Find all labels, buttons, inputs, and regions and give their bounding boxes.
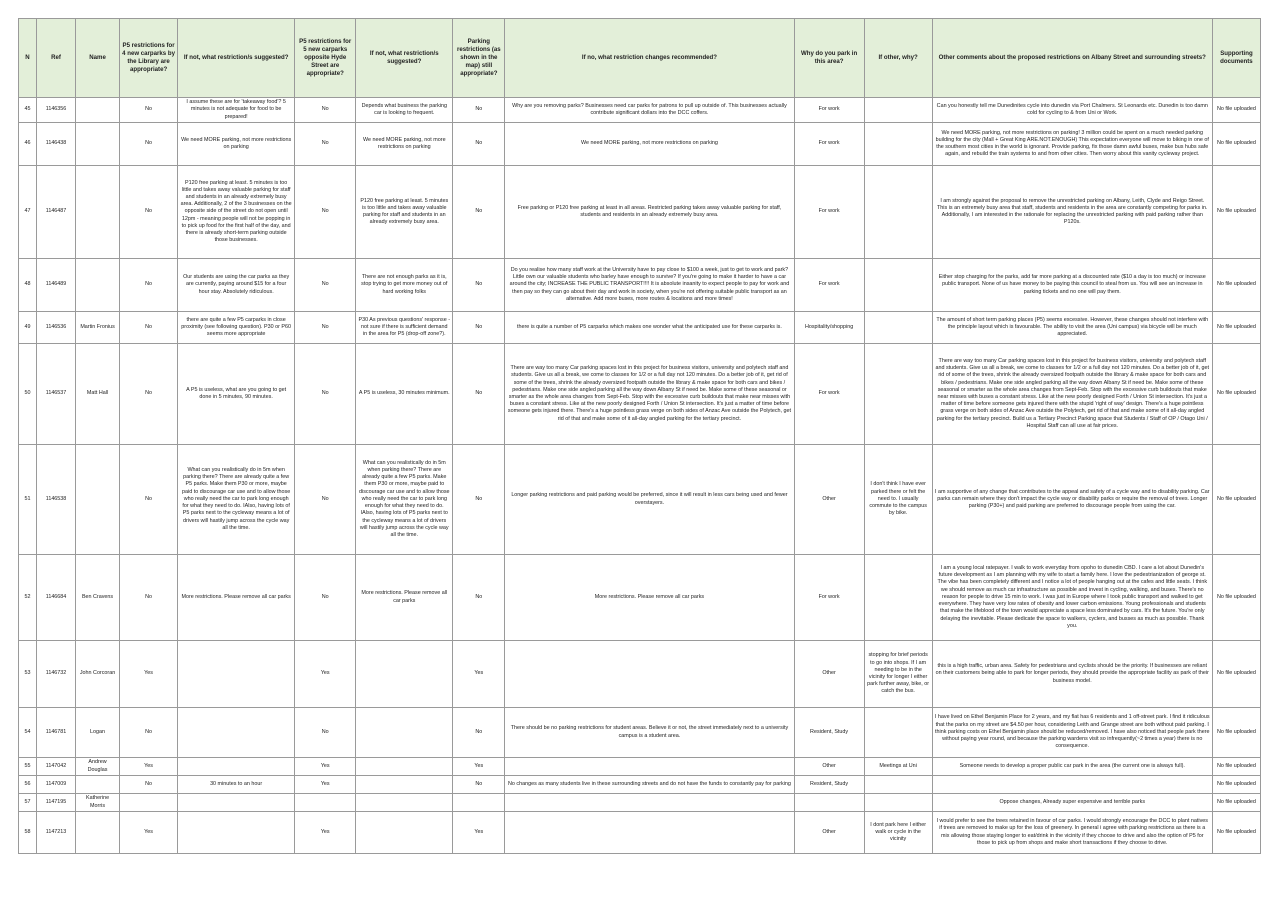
cell-lib-sug: What can you realistically do in 5m when parking there? There are already quite a few P5 parks. Make them P30 or more, maybe paid to discourage car use and to allow those who really need the car to park long enough for what they need to do. IAlso, having lots of P5 parks next to the cycleway means a lot of drivers will hastily jump across the cycle way all the time. [178,445,295,555]
cell-ref: 1147009 [37,776,76,794]
column-header: If not, what restriction/s suggested? [178,19,295,98]
cell-changes: We need MORE parking, not more restrictions on parking [505,123,794,166]
cell-lib-sug: A P5 is useless, what are you going to get done in 5 minutes, 90 minutes. [178,344,295,445]
cell-ref: 1146684 [37,555,76,641]
cell-lib-sug: We need MORE parking, not more restrictions on parking [178,123,295,166]
cell-hyde-sug: There are not enough parks as it is, stop trying to get more money out of hard working folks [356,259,453,312]
cell-hyde: No [295,445,356,555]
cell-ref: 1147213 [37,812,76,854]
cell-other [864,344,932,445]
cell-map: Yes [453,641,505,708]
cell-docs: No file uploaded [1212,344,1260,445]
cell-why: Other [794,758,864,776]
cell-hyde [295,794,356,812]
cell-lib-sug: Our students are using the car parks as they are currently, paying around $15 for a four hour stay. Absolutely ridiculous. [178,259,295,312]
cell-docs: No file uploaded [1212,794,1260,812]
cell-name [76,445,120,555]
cell-n: 53 [19,641,37,708]
cell-map: No [453,166,505,259]
column-header: Other comments about the proposed restrictions on Albany Street and surrounding streets? [932,19,1212,98]
cell-map: No [453,123,505,166]
cell-docs: No file uploaded [1212,259,1260,312]
column-header: N [19,19,37,98]
cell-why: For work [794,259,864,312]
cell-hyde: No [295,166,356,259]
cell-lib: No [120,776,178,794]
table-row [19,708,1261,758]
cell-why: For work [794,166,864,259]
cell-other: I don't think I have ever parked there or felt the need to. I usually commute to the campus by bike. [864,445,932,555]
cell-docs: No file uploaded [1212,776,1260,794]
cell-hyde-sug [356,812,453,854]
cell-lib: Yes [120,812,178,854]
cell-lib-sug: P120 free parking at least. 5 minutes is too little and takes away valuable parking for staff and students in an already extremely busy area. Additionally, 2 of the 3 businesses on the opposite side of the street do not open until 12pm - meaning people will not be popping in to pick up food for the first half of the day, and there is already short-term parking outside those businesses. [178,166,295,259]
cell-map: Yes [453,812,505,854]
cell-comments: Can you honestly tell me Dunedinites cycle into dunedin via Port Chalmers. St Leonards etc. Dunedin is too damn cold for cycling to & from Uni or Work. [932,98,1212,123]
cell-hyde: Yes [295,812,356,854]
table-row [19,812,1261,854]
cell-map: No [453,708,505,758]
cell-lib-sug [178,641,295,708]
cell-hyde-sug [356,641,453,708]
cell-other [864,312,932,344]
cell-hyde: No [295,555,356,641]
cell-hyde-sug: We need MORE parking, not more restrictions on parking [356,123,453,166]
cell-name [76,812,120,854]
cell-other: Meetings at Uni [864,758,932,776]
cell-map [453,794,505,812]
cell-other [864,708,932,758]
cell-ref: 1146538 [37,445,76,555]
cell-changes: There are way too many Car parking spaces lost in this project for business visitors, university and polytech staff and students. Give us all a break, we come to classes for 1/2 or a full day not 120 minutes. Do a better job of it, get rid of some of the trees, shrink the already oversized footpath outside the library & make space for both cars and bikes / pedestrians. Make one side angled parking all the way down Albany St if need be. Make some of these seasonal or smarter as the whole area changes from Sept-Feb. Stop with the excessive curb buildouts that make near misses with buses a constant stress. Like at the new poorly designed Forth / Union St intersection. It's just a matter of time before someone gets injured there. There's a huge pointless grass verge on both sides of Anzac Ave outside the Polytech, get rid of that and make some of it all-day angled parking for the tertiary precinct. [505,344,794,445]
cell-hyde: No [295,259,356,312]
cell-comments: I would prefer to see the trees retained in favour of car parks. I would strongly encourage the DCC to plant natives if trees are removed to make up for the loss of greenery. In general i agree with parking restrictions as there is a mix allowing those staying longer to eat/drink in the vicinity if they choose to drive and also the option of P5 for those to pick up from shops and make short transactions if they choose to drive. [932,812,1212,854]
cell-name: John Corcoran [76,641,120,708]
cell-docs: No file uploaded [1212,758,1260,776]
cell-lib-sug [178,758,295,776]
cell-changes: Free parking or P120 free parking at least in all areas. Restricted parking takes away valuable parking for staff, students and residents in an already extremely busy area. [505,166,794,259]
cell-hyde-sug [356,794,453,812]
cell-ref: 1147042 [37,758,76,776]
cell-other [864,123,932,166]
cell-changes: More restrictions. Please remove all car parks [505,555,794,641]
cell-name [76,776,120,794]
cell-hyde: Yes [295,758,356,776]
cell-lib-sug: I assume these are for 'takeaway food'? 5 minutes is not adequate for food to be prepared! [178,98,295,123]
cell-ref: 1146438 [37,123,76,166]
column-header: P5 restrictions for 5 new carparks opposite Hyde Street are appropriate? [295,19,356,98]
cell-name: Ben Cravens [76,555,120,641]
column-header: Ref [37,19,76,98]
cell-ref: 1146356 [37,98,76,123]
cell-changes: Why are you removing parks? Businesses need car parks for patrons to pull up outside of. This businesses actually contribute significant dollars into the DCC coffers. [505,98,794,123]
cell-n: 51 [19,445,37,555]
table-row [19,555,1261,641]
cell-docs: No file uploaded [1212,555,1260,641]
cell-map: Yes [453,758,505,776]
cell-lib: No [120,312,178,344]
cell-docs: No file uploaded [1212,312,1260,344]
cell-comments: I have lived on Ethel Benjamin Place for 2 years, and my flat has 6 residents and 1 off-street park. I find it ridiculous that the parks on my street are $4.50 per hour, considering Leith and Grange street are both without paid parking. I think parking costs on Ethel Benjamin place should be reduced/removed. I have also noticed that people park there without paying year round, and because the parking wardens visit so infrequently(~2 times a year) there is no consequence. [932,708,1212,758]
column-header: Parking restrictions (as shown in the map) still appropriate? [453,19,505,98]
column-header: Why do you park in this area? [794,19,864,98]
cell-why: Resident, Study [794,708,864,758]
cell-comments: The amount of short term parking places (P5) seems excessive. However, these changes should not interfere with the principle layout which is favourable. The ability to visit the area (Uni campus) via bicycle will be much appreciated. [932,312,1212,344]
cell-why: Hospitality/shopping [794,312,864,344]
column-header: If no, what restriction changes recommended? [505,19,794,98]
cell-lib-sug [178,812,295,854]
column-header: If other, why? [864,19,932,98]
table-row [19,794,1261,812]
cell-other [864,166,932,259]
table-row [19,344,1261,445]
cell-comments: Someone needs to develop a proper public car park in the area (the current one is always full). [932,758,1212,776]
table-row [19,445,1261,555]
cell-why: Other [794,641,864,708]
cell-name: Katherine Morris [76,794,120,812]
table-row [19,312,1261,344]
cell-comments: I am strongly against the proposal to remove the unrestricted parking on Albany, Leith, Clyde and Reigo Street. This is an extremely busy area that staff, students and residents in the area are constantly competing for parks in. Additionally, I am interested in the rationale for replacing the unrestricted parking with paid parking rather than P120s. [932,166,1212,259]
cell-hyde-sug: P120 free parking at least. 5 minutes is too little and takes away valuable parking for staff and students in an already extremely busy area. [356,166,453,259]
cell-changes [505,758,794,776]
column-header: Supporting documents [1212,19,1260,98]
cell-why [794,794,864,812]
cell-map: No [453,259,505,312]
cell-n: 57 [19,794,37,812]
cell-lib: Yes [120,758,178,776]
cell-name: Logan [76,708,120,758]
cell-other [864,794,932,812]
cell-hyde-sug: P30 As previous questions' response - not sure if there is sufficient demand in the area for P5 (drop-off zone?). [356,312,453,344]
cell-n: 46 [19,123,37,166]
cell-comments: this is a high traffic, urban area. Safety for pedestrians and cyclists should be the priority. If businesses are reliant on their customers being able to park for longer periods, they should provide the appropriate facility as park of their business model. [932,641,1212,708]
table-row [19,776,1261,794]
cell-comments: Oppose changes, Already super expensive and terrible parks [932,794,1212,812]
cell-docs: No file uploaded [1212,812,1260,854]
table-body [19,98,1261,854]
cell-lib-sug: More restrictions. Please remove all car parks [178,555,295,641]
cell-hyde-sug: What can you realistically do in 5m when parking there? There are already quite a few P5 parks. Make them P30 or more, maybe paid to discourage car use and to allow those who really need the car to park long enough for what they need to do. IAlso, having lots of P5 parks next to the cycleway means a lot of drivers will hastily jump across the cycle way all the time. [356,445,453,555]
cell-hyde-sug [356,776,453,794]
cell-n: 50 [19,344,37,445]
cell-name: Matt Hall [76,344,120,445]
cell-lib: No [120,123,178,166]
cell-hyde: No [295,312,356,344]
cell-n: 49 [19,312,37,344]
cell-name [76,166,120,259]
cell-hyde: No [295,123,356,166]
cell-map: No [453,312,505,344]
cell-hyde: Yes [295,641,356,708]
cell-hyde-sug [356,708,453,758]
cell-hyde: No [295,344,356,445]
cell-n: 45 [19,98,37,123]
cell-docs: No file uploaded [1212,641,1260,708]
cell-ref: 1146781 [37,708,76,758]
cell-name: Martin Fronius [76,312,120,344]
cell-why: For work [794,555,864,641]
cell-changes: Longer parking restrictions and paid parking would be preferred, since it will result in less cars being used and fewer overstayers. [505,445,794,555]
cell-lib: No [120,259,178,312]
column-header: If not, what restriction/s suggested? [356,19,453,98]
cell-hyde-sug: A P5 is useless, 30 minutes minimum. [356,344,453,445]
cell-n: 48 [19,259,37,312]
cell-lib-sug: 30 minutes to an hour [178,776,295,794]
cell-comments: Either stop charging for the parks, add far more parking at a discounted rate ($10 a day is too much) or increase public transport. None of us have money to be paying this council to steal from us. You will see an increase in parking tickets and no one will pay them. [932,259,1212,312]
cell-why: Resident, Study [794,776,864,794]
cell-lib: No [120,708,178,758]
cell-lib: No [120,98,178,123]
cell-comments: We need MORE parking, not more restrictions on parking! 3 million could be spent on a much needed parking building for the city (Mall + Great King ARE.NOT.ENOUGH) This expectation everyone will move to biking in one of the southern most cities in the world is ignorant. Provide parking, fix those damn awful buses, make bus hubs safe again, and rebuild the train systems to and from other cities. Then worry about this vanity cycleway project. [932,123,1212,166]
cell-changes [505,794,794,812]
cell-lib: No [120,555,178,641]
cell-comments: I am supportive of any change that contributes to the appeal and safety of a cycle way and to disability parking. Car parks can remain where they don't impact the cycle way or disability parks or require the removal of trees. Longer parking (P30+) and paid parking are preferred to discourage people from using the car. [932,445,1212,555]
cell-name: Andrew Douglas [76,758,120,776]
cell-hyde-sug [356,758,453,776]
cell-n: 58 [19,812,37,854]
cell-docs: No file uploaded [1212,98,1260,123]
cell-map: No [453,555,505,641]
cell-map: No [453,98,505,123]
table-row [19,758,1261,776]
cell-docs: No file uploaded [1212,708,1260,758]
cell-other [864,555,932,641]
cell-why: Other [794,812,864,854]
cell-lib-sug [178,708,295,758]
column-header: Name [76,19,120,98]
cell-hyde: Yes [295,776,356,794]
cell-hyde-sug: Depends what business the parking car is looking to frequent. [356,98,453,123]
cell-why: For work [794,98,864,123]
cell-map: No [453,445,505,555]
cell-why: Other [794,445,864,555]
cell-changes: No changes as many students live in these surrounding streets and do not have the funds to constantly pay for parking [505,776,794,794]
table-row [19,259,1261,312]
table-row [19,123,1261,166]
cell-comments [932,776,1212,794]
cell-n: 56 [19,776,37,794]
table-row [19,166,1261,259]
header-row [19,19,1261,98]
cell-lib: No [120,166,178,259]
cell-name [76,259,120,312]
cell-ref: 1147195 [37,794,76,812]
cell-ref: 1146537 [37,344,76,445]
table-row [19,641,1261,708]
cell-n: 47 [19,166,37,259]
cell-other [864,98,932,123]
cell-ref: 1146489 [37,259,76,312]
cell-lib-sug: there are quite a few P5 carparks in close proximity (see following question). P30 or P60 seems more appropriate [178,312,295,344]
cell-changes: Do you realise how many staff work at the University have to pay close to $100 a week, just to get to work and park? Little own our valuable students who barley have enough to survive? If you're going to make it harder to have a car around the city; INCREASE THE PUBLIC TRANSPORT!!!! It is absolute insanity to expect people to pay for work and then pay so they can go about their day and work in society, when you're not offering suitable public transport as an alternative. Add more buses, more routes & locations and more times! [505,259,794,312]
cell-comments: I am a young local ratepayer. I walk to work everyday from opoho to dunedin CBD. I care a lot about Dunedin's future development as I am planning with my wife to start a family here. I love the pedestrianization of george st. The vibe has been completely different and I notice a lot of people hanging out at the cafes and little seats. I think we should remove as much car infrastructure as possible and invest in cycling, walking, and buses. There's no reason for people to drive 15 min to work. I was just in Europe where I took public transport and walked to get everywhere. They have very low rates of obesity and lower carbon emissions. Young professionals and students that make the lifeblood of the town would appreciate a space less dominated by cars. It's the future. You're only delaying the inevitable. Please dedicate the space to walkers, cyclers, and busses as much as possible. Thank you. [932,555,1212,641]
cell-docs: No file uploaded [1212,123,1260,166]
cell-n: 55 [19,758,37,776]
cell-changes: there is quite a number of P5 carparks which makes one wonder what the anticipated use for these carparks is. [505,312,794,344]
column-header: P5 restrictions for 4 new carparks by the Library are appropriate? [120,19,178,98]
cell-name [76,123,120,166]
cell-changes [505,812,794,854]
cell-other [864,776,932,794]
cell-name [76,98,120,123]
cell-n: 54 [19,708,37,758]
table-row [19,98,1261,123]
cell-changes: There should be no parking restrictions for student areas. Believe it or not, the street immediately next to a university campus is a student area. [505,708,794,758]
cell-changes [505,641,794,708]
cell-docs: No file uploaded [1212,166,1260,259]
cell-map: No [453,344,505,445]
cell-why: For work [794,123,864,166]
cell-why: For work [794,344,864,445]
cell-hyde: No [295,98,356,123]
cell-hyde-sug: More restrictions. Please remove all car parks [356,555,453,641]
cell-map: No [453,776,505,794]
cell-lib: Yes [120,641,178,708]
cell-other: stopping for brief periods to go into shops. If I am needing to be in the vicinity for longer I either park further away, bike, or catch the bus. [864,641,932,708]
cell-ref: 1146732 [37,641,76,708]
cell-comments: There are way too many Car parking spaces lost in this project for business visitors, university and polytech staff and students. Give us all a break, we come to classes for 1/2 or a full day not 120 minutes. Do a better job of it, get rid of some of the trees, shrink the already oversized footpath outside the library & make space for both cars and bikes / pedestrians. Make one side angled parking all the way down Albany St if need be. Make some of these seasonal or smarter as the whole area changes from Sept-Feb. Stop with the excessive curb buildouts that make near misses with buses a constant stress. Like at the new poorly designed Forth / Union St intersection. It's just a matter of time before someone gets injured there with the stupid 'right of way' design. There's a huge pointless grass verge on both sides of Anzac Ave outside the Polytech, get rid of that and make some of it all-day angled parking for the tertiary precinct. Build us a Tertiary Precinct Parking space that Students / Staff of OP / Otago Uni / Hospital Staff can all use at fair prices. [932,344,1212,445]
cell-n: 52 [19,555,37,641]
cell-lib: No [120,445,178,555]
cell-other [864,259,932,312]
cell-other: I dont park here I either walk or cycle in the vicinity [864,812,932,854]
submissions-table [18,18,1261,854]
cell-lib: No [120,344,178,445]
cell-hyde: No [295,708,356,758]
cell-docs: No file uploaded [1212,445,1260,555]
cell-lib-sug [178,794,295,812]
cell-ref: 1146487 [37,166,76,259]
cell-lib [120,794,178,812]
cell-ref: 1146536 [37,312,76,344]
